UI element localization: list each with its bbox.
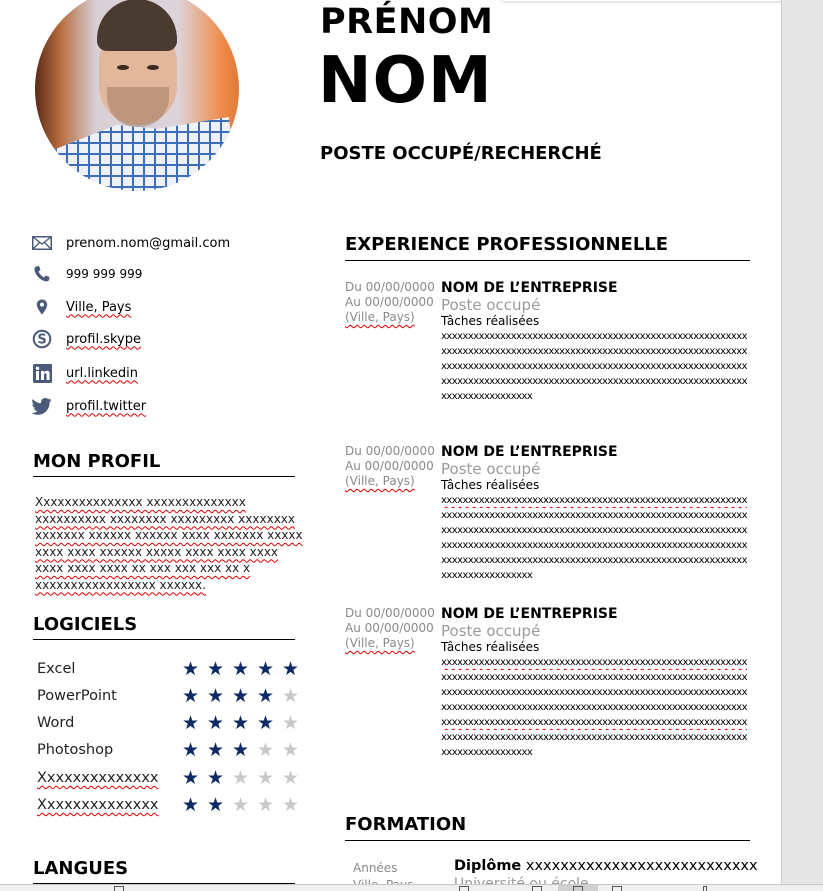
star-empty-icon: ★	[256, 738, 275, 761]
task-line: xxxxxxxxxxxxxxxxx	[441, 391, 533, 402]
task-line: xxxxxxxxxxxxxxxxxxxxxxxxxxxxxxxxxxxxxxxxxxxxxxxxxxxxxxxxx	[441, 717, 747, 728]
star-rating	[181, 793, 300, 816]
photo-hair	[97, 0, 177, 51]
svg-text:S: S	[37, 332, 47, 348]
status-bar	[0, 884, 823, 891]
linkedin-text[interactable]: url.linkedin	[66, 365, 138, 381]
software-row	[37, 739, 302, 761]
star-empty-icon: ★	[281, 766, 300, 789]
contact-phone	[30, 263, 143, 285]
star-filled-icon: ★	[231, 657, 250, 680]
software-row	[37, 794, 302, 816]
star-empty-icon: ★	[256, 793, 275, 816]
experience-place: (Ville, Pays)	[345, 636, 415, 650]
software-row	[37, 658, 302, 680]
company-name: NOM DE L’ENTREPRISE	[441, 280, 618, 296]
zoom-slider-icon[interactable]	[703, 886, 707, 891]
software-name: Photoshop	[37, 742, 114, 758]
star-rating	[181, 684, 300, 707]
print-layout-icon[interactable]	[573, 886, 583, 891]
task-line: xxxxxxxxxxxxxxxxxxxxxxxxxxxxxxxxxxxxxxxxxxxxxxxxxxxxxxxxx	[441, 672, 747, 683]
read-mode-icon[interactable]	[532, 886, 542, 891]
photo-beard	[107, 87, 169, 127]
task-line: xxxxxxxxxxxxxxxxx	[441, 747, 533, 758]
book-icon[interactable]	[114, 886, 124, 891]
task-line: xxxxxxxxxxxxxxxxxxxxxxxxxxxxxxxxxxxxxxxxxxxxxxxxxxxxxxxxx	[441, 732, 747, 743]
company-name: NOM DE L’ENTREPRISE	[441, 606, 618, 622]
date-to: Au 00/00/0000	[345, 459, 434, 473]
skype-icon	[30, 328, 54, 350]
tasks-label: Tâches réalisées	[441, 314, 540, 328]
task-line: xxxxxxxxxxxxxxxxxxxxxxxxxxxxxxxxxxxxxxxxxxxxxxxxxxxxxxxxx	[441, 555, 747, 566]
experience-dates	[345, 606, 437, 651]
star-filled-icon: ★	[181, 793, 200, 816]
star-empty-icon: ★	[281, 738, 300, 761]
contact-skype	[30, 328, 141, 350]
photo-shirt	[35, 117, 239, 191]
education-degree	[454, 858, 758, 874]
experience-body	[441, 280, 751, 404]
contact-twitter	[30, 395, 147, 417]
star-filled-icon: ★	[206, 684, 225, 707]
date-from: Du 00/00/0000	[345, 444, 435, 458]
star-filled-icon: ★	[206, 738, 225, 761]
degree-label: Diplôme	[454, 858, 522, 874]
star-filled-icon: ★	[281, 657, 300, 680]
task-line: xxxxxxxxxxxxxxxxxxxxxxxxxxxxxxxxxxxxxxxxxxxxxxxxxxxxxxxxx	[441, 540, 747, 551]
education-section-title: FORMATION	[345, 814, 750, 841]
job-title: POSTE OCCUPÉ/RECHERCHÉ	[320, 143, 602, 164]
task-line: xxxxxxxxxxxxxxxxxxxxxxxxxxxxxxxxxxxxxxxxxxxxxxxxxxxxxxxxx	[441, 346, 747, 357]
experience-place: (Ville, Pays)	[345, 310, 415, 324]
star-filled-icon: ★	[231, 684, 250, 707]
star-filled-icon: ★	[231, 738, 250, 761]
star-filled-icon: ★	[206, 766, 225, 789]
contact-location	[30, 296, 132, 318]
star-rating	[181, 738, 300, 761]
star-filled-icon: ★	[181, 738, 200, 761]
task-line: xxxxxxxxxxxxxxxxxxxxxxxxxxxxxxxxxxxxxxxxxxxxxxxxxxxxxxxxx	[441, 657, 747, 668]
star-filled-icon: ★	[206, 793, 225, 816]
star-empty-icon: ★	[281, 684, 300, 707]
task-line: xxxxxxxxxxxxxxxxxxxxxxxxxxxxxxxxxxxxxxxxxxxxxxxxxxxxxxxxx	[441, 510, 747, 521]
software-row	[37, 712, 302, 734]
job-role: Poste occupé	[441, 622, 541, 640]
star-filled-icon: ★	[256, 684, 275, 707]
tasks-label: Tâches réalisées	[441, 640, 540, 654]
software-section-title: LOGICIELS	[33, 614, 295, 640]
star-filled-icon: ★	[256, 657, 275, 680]
first-name: PRÉNOM	[320, 2, 494, 42]
task-line: xxxxxxxxxxxxxxxxx	[441, 570, 533, 581]
software-row	[37, 685, 302, 707]
profile-text: Xxxxxxxxxxxxxxx xxxxxxxxxxxxxx xxxxxxxxxx xxxxxxxx xxxxxxxxx xxxxxxxx xxxxxxx xxxxxx xxxxxx xxxx xxxxxxx xxxxx xxxx xxxx xxxxxx xxxxx xxxx xxxx xxxx xxxx xxxx xxxx xx xxx xxx xxx xx x xxxxxxxxxxxxxxxxx xxxxxx.	[35, 495, 303, 592]
web-layout-icon[interactable]	[612, 886, 622, 891]
software-name: Word	[37, 715, 75, 731]
experience-dates	[345, 280, 437, 325]
profile-photo[interactable]	[35, 0, 239, 191]
star-filled-icon: ★	[181, 766, 200, 789]
twitter-text[interactable]: profil.twitter	[66, 398, 147, 414]
job-role: Poste occupé	[441, 296, 541, 314]
software-name: PowerPoint	[37, 688, 117, 704]
task-line: xxxxxxxxxxxxxxxxxxxxxxxxxxxxxxxxxxxxxxxxxxxxxxxxxxxxxxxxx	[441, 376, 747, 387]
experience-body	[441, 606, 751, 760]
experience-section-title: EXPERIENCE PROFESSIONNELLE	[345, 234, 750, 261]
profile-section-title: MON PROFIL	[33, 451, 295, 477]
degree-detail: xxxxxxxxxxxxxxxxxxxxxxxxxxx	[525, 858, 758, 874]
photo-eye	[147, 65, 159, 70]
company-name: NOM DE L’ENTREPRISE	[441, 444, 618, 460]
education-years: Années	[353, 861, 398, 875]
skype-text[interactable]: profil.skype	[66, 331, 141, 347]
experience-dates	[345, 444, 437, 489]
contact-linkedin	[30, 362, 138, 384]
date-to: Au 00/00/0000	[345, 621, 434, 635]
photo-eye	[117, 65, 129, 70]
task-line: xxxxxxxxxxxxxxxxxxxxxxxxxxxxxxxxxxxxxxxxxxxxxxxxxxxxxxxxx	[441, 361, 747, 372]
star-empty-icon: ★	[281, 711, 300, 734]
star-filled-icon: ★	[206, 711, 225, 734]
star-filled-icon: ★	[231, 711, 250, 734]
mail-icon	[30, 232, 54, 254]
last-name: NOM	[318, 44, 493, 118]
star-filled-icon: ★	[181, 657, 200, 680]
experience-body	[441, 444, 751, 583]
software-row	[37, 767, 302, 789]
tasks-label: Tâches réalisées	[441, 478, 540, 492]
task-line: xxxxxxxxxxxxxxxxxxxxxxxxxxxxxxxxxxxxxxxxxxxxxxxxxxxxxxxxx	[441, 687, 747, 698]
star-filled-icon: ★	[181, 684, 200, 707]
task-line: xxxxxxxxxxxxxxxxxxxxxxxxxxxxxxxxxxxxxxxxxxxxxxxxxxxxxxxxx	[441, 331, 747, 342]
star-filled-icon: ★	[256, 711, 275, 734]
star-rating	[181, 657, 300, 680]
star-empty-icon: ★	[256, 766, 275, 789]
date-from: Du 00/00/0000	[345, 280, 435, 294]
star-filled-icon: ★	[181, 711, 200, 734]
date-to: Au 00/00/0000	[345, 295, 434, 309]
location-text: Ville, Pays	[66, 299, 132, 315]
experience-place: (Ville, Pays)	[345, 474, 415, 488]
star-rating	[181, 711, 300, 734]
linkedin-icon	[30, 362, 54, 384]
phone-text: 999 999 999	[66, 267, 143, 281]
software-name: Excel	[37, 661, 76, 677]
star-filled-icon: ★	[206, 657, 225, 680]
floating-toolbar-edge	[500, 0, 782, 1]
task-line: xxxxxxxxxxxxxxxxxxxxxxxxxxxxxxxxxxxxxxxxxxxxxxxxxxxxxxxxx	[441, 525, 747, 536]
task-line: xxxxxxxxxxxxxxxxxxxxxxxxxxxxxxxxxxxxxxxxxxxxxxxxxxxxxxxxx	[441, 495, 747, 506]
software-name: Xxxxxxxxxxxxxx	[37, 770, 159, 786]
email-text[interactable]: prenom.nom@gmail.com	[66, 235, 231, 251]
twitter-icon	[30, 395, 54, 417]
software-name: Xxxxxxxxxxxxxx	[37, 797, 159, 813]
languages-section-title: LANGUES	[33, 858, 295, 884]
job-role: Poste occupé	[441, 460, 541, 478]
star-empty-icon: ★	[231, 766, 250, 789]
star-rating	[181, 766, 300, 789]
focus-icon[interactable]	[459, 886, 469, 891]
star-empty-icon: ★	[281, 793, 300, 816]
contact-email	[30, 232, 231, 254]
location-pin-icon	[30, 296, 54, 318]
phone-icon	[30, 263, 54, 285]
date-from: Du 00/00/0000	[345, 606, 435, 620]
star-empty-icon: ★	[231, 793, 250, 816]
task-line: xxxxxxxxxxxxxxxxxxxxxxxxxxxxxxxxxxxxxxxxxxxxxxxxxxxxxxxxx	[441, 702, 747, 713]
